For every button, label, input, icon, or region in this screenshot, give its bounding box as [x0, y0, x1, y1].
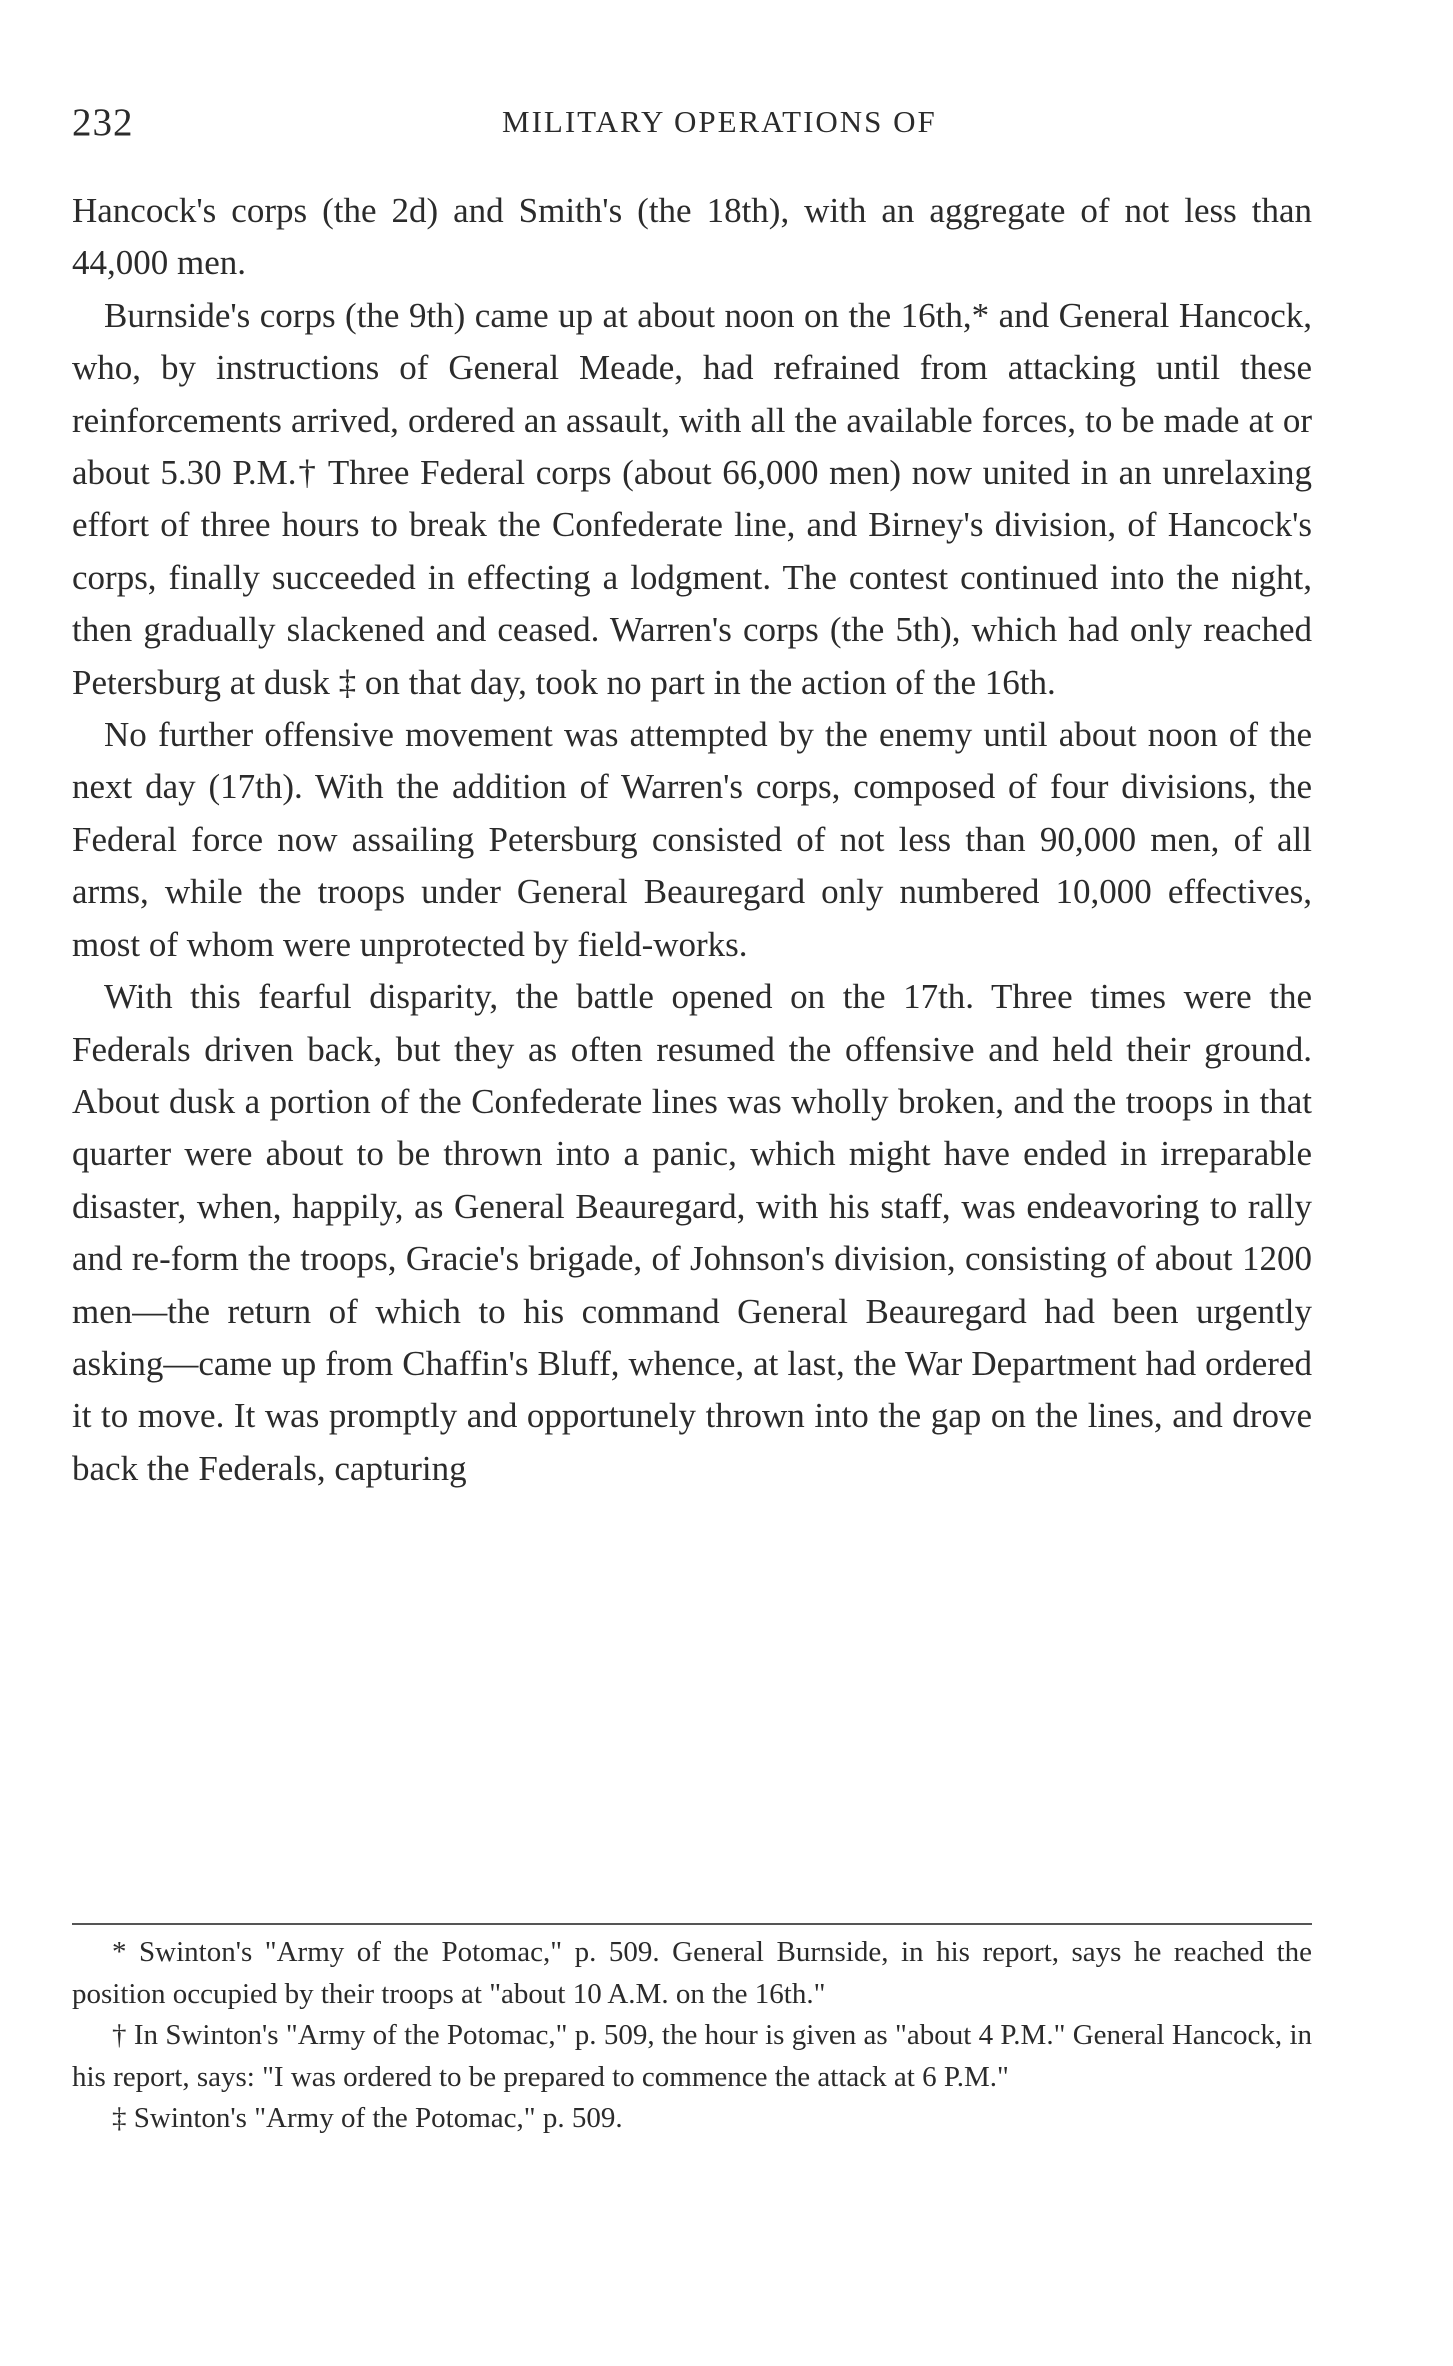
- footnotes: [72, 1932, 1312, 2140]
- footnote: * Swinton's "Army of the Potomac," p. 509. General Burnside, in his report, says he reached the position occupied by their troops at "about 10 A.M. on the 16th.": [72, 1936, 1312, 2010]
- paragraph: With this fearful disparity, the battle opened on the 17th. Three times were the Federals driven back, but they as often resumed the offensive and held their ground. About dusk a portion of the Confederate lines was wholly broken, and the troops in that quarter were about to be thrown into a panic, which might have ended in irreparable disaster, when, happily, as General Beauregard, with his staff, was endeavoring to rally and re-form the troops, Gracie's brigade, of Johnson's division, consisting of about 1200 men—the return of which to his command General Beauregard had been urgently asking—came up from Chaffin's Bluff, whence, at last, the War Department had ordered it to move. It was promptly and opportunely thrown into the gap on the lines, and drove back the Federals, capturing: [72, 977, 1312, 1488]
- paragraph: Burnside's corps (the 9th) came up at about noon on the 16th,* and General Hancock, who, by instructions of General Meade, had refrained from attacking until these reinforcements arrived, ordered an assault, with all the available forces, to be made at or about 5.30 P.M.† Three Federal corps (about 66,000 men) now united in an unrelaxing effort of three hours to break the Confederate line, and Birney's division, of Hancock's corps, finally succeeded in effecting a lodgment. The contest continued into the night, then gradually slackened and ceased. Warren's corps (the 5th), which had only reached Petersburg at dusk ‡ on that day, took no part in the action of the 16th.: [72, 295, 1312, 702]
- body-text: [72, 185, 1312, 1495]
- paragraph: Hancock's corps (the 2d) and Smith's (the 18th), with an aggregate of not less than 44,000 men.: [72, 191, 1312, 283]
- paragraph: No further offensive movement was attempted by the enemy until about noon of the next day (17th). With the addition of Warren's corps, composed of four divisions, the Federal force now assailing Petersburg consisted of not less than 90,000 men, of all arms, while the troops under General Beauregard only numbered 10,000 effectives, most of whom were unprotected by field-works.: [72, 715, 1312, 964]
- footnote-divider: [72, 1923, 1312, 1925]
- footnote: ‡ Swinton's "Army of the Potomac," p. 509.: [112, 2102, 623, 2134]
- page-number: 232: [72, 101, 134, 144]
- footnote: † In Swinton's "Army of the Potomac," p. 509, the hour is given as "about 4 P.M." General Hancock, in his report, says: "I was ordered to be prepared to commence the attack at 6 P.M.": [72, 2019, 1312, 2093]
- page-header: [72, 100, 1312, 144]
- running-head: MILITARY OPERATIONS OF: [502, 104, 937, 139]
